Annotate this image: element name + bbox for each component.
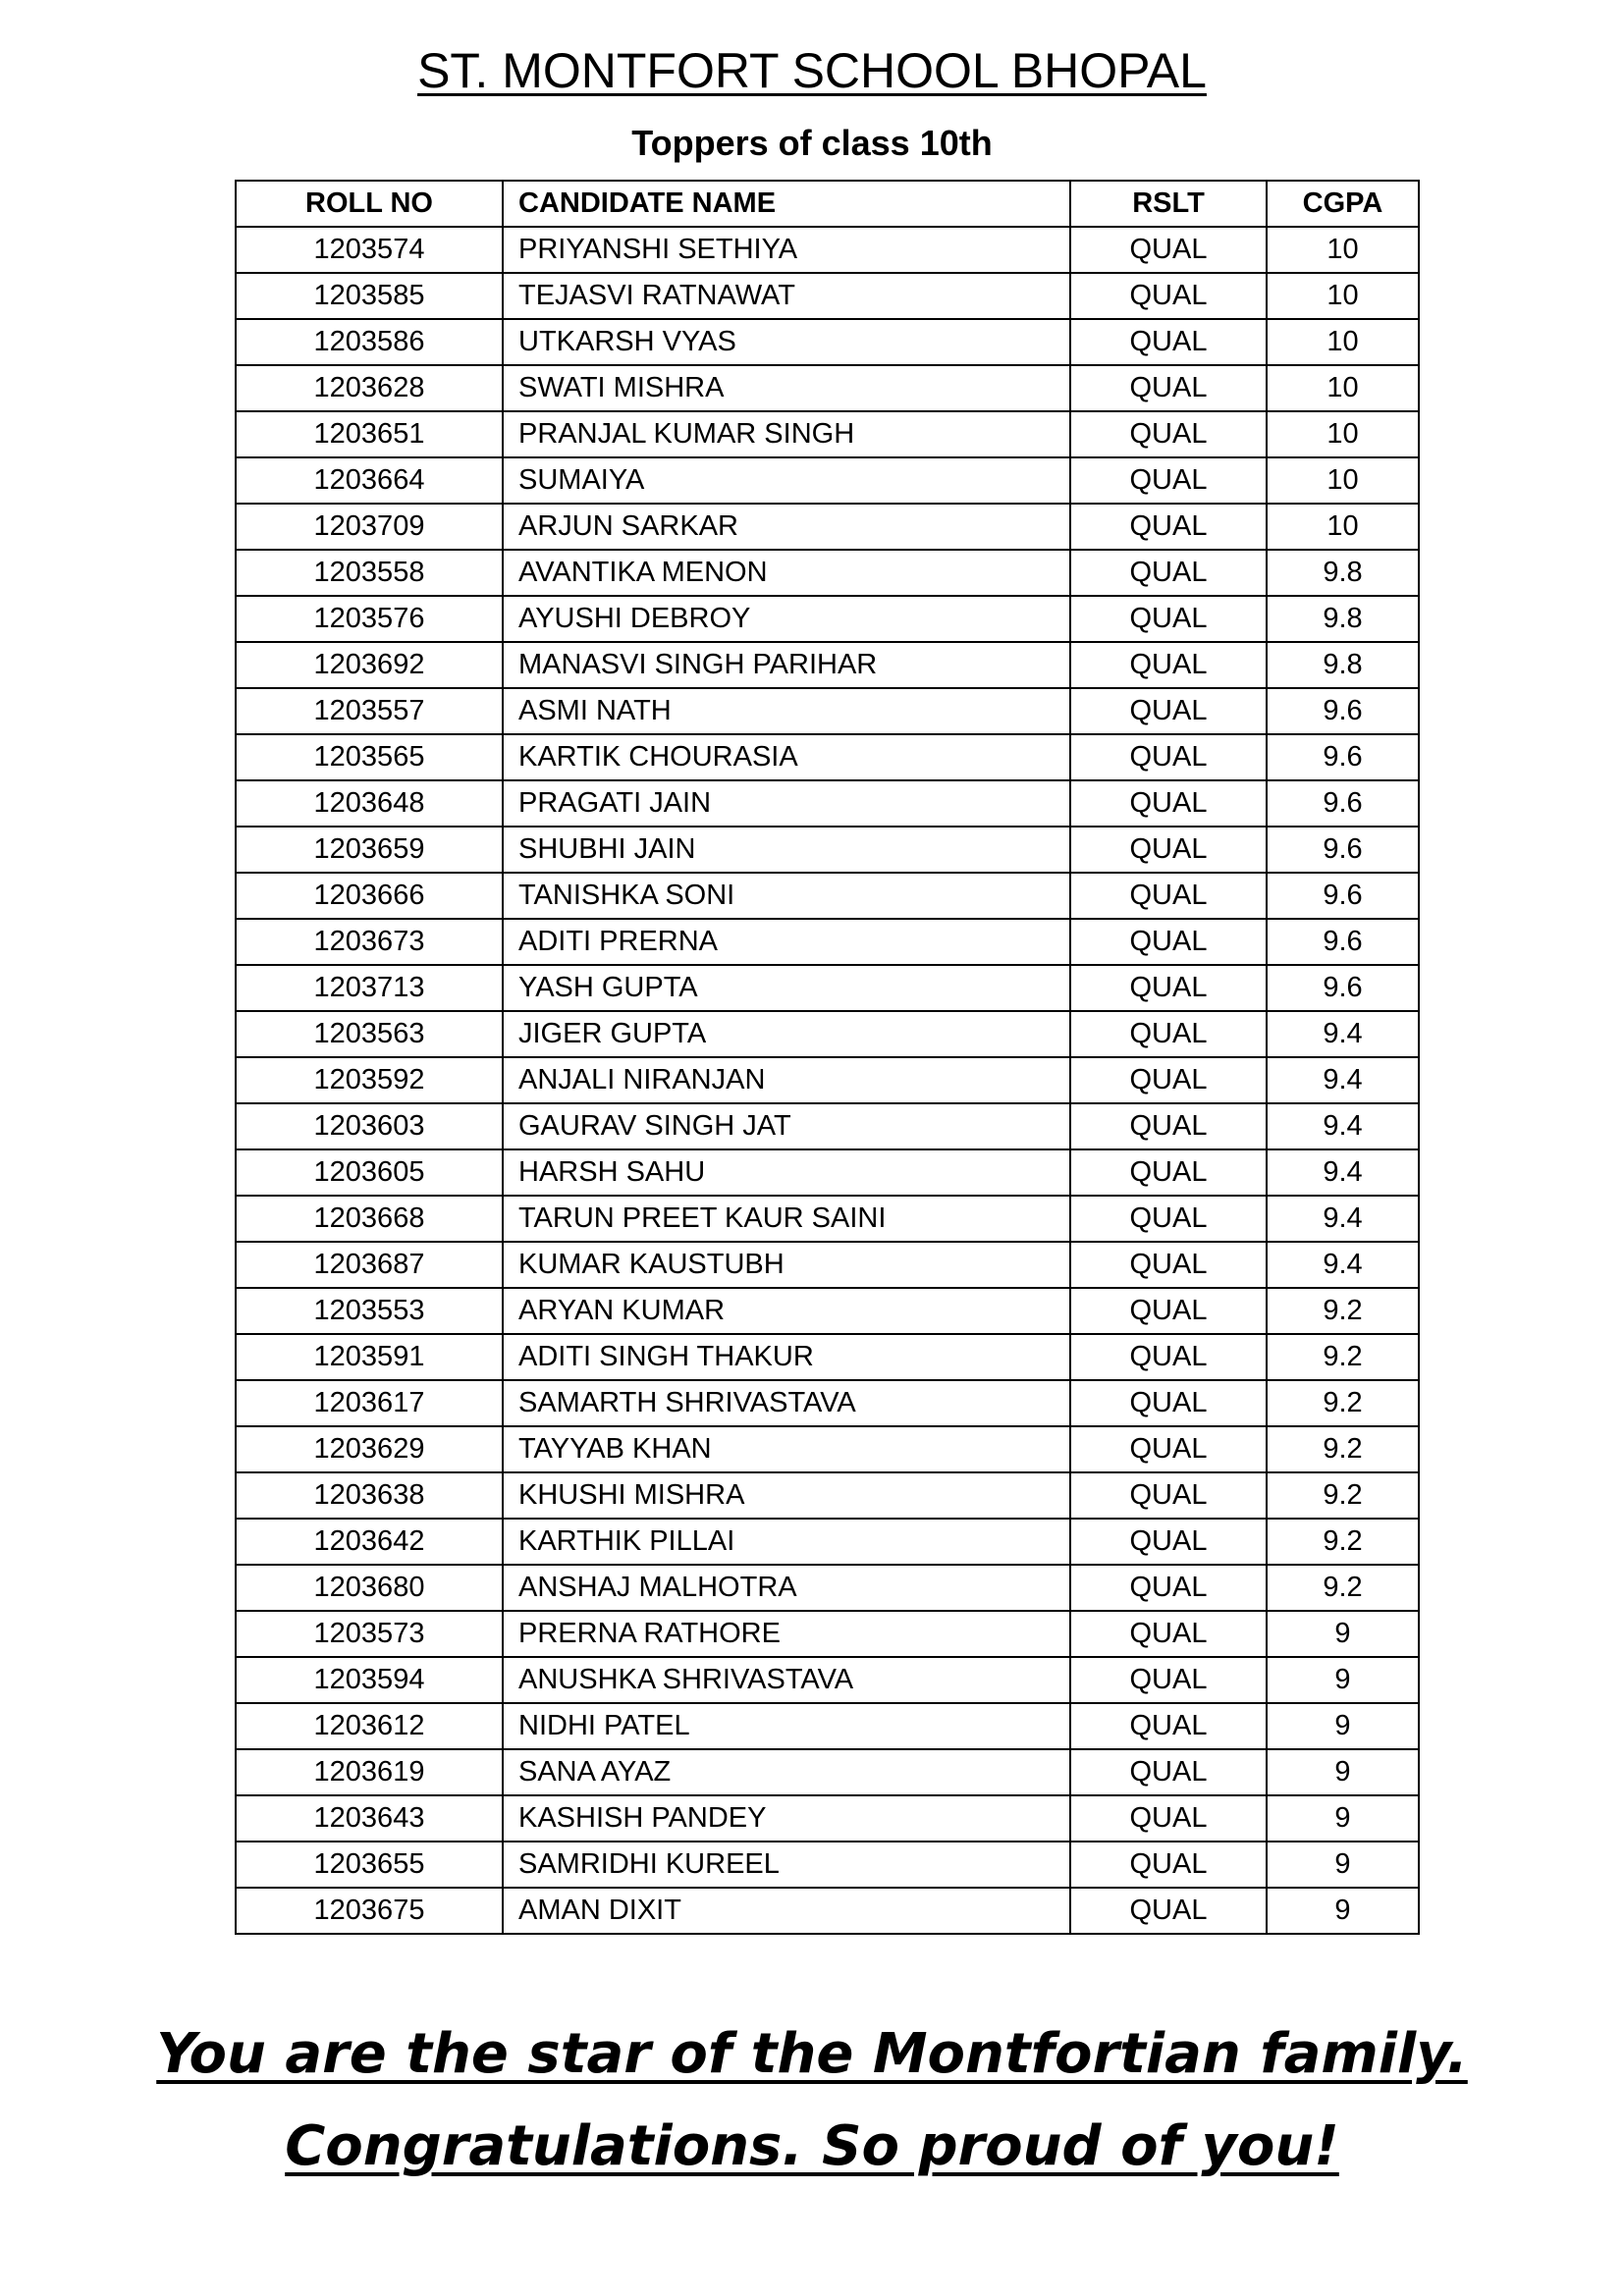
cell-cgpa: 10 bbox=[1267, 457, 1419, 504]
cell-roll-no: 1203573 bbox=[236, 1611, 503, 1657]
cell-candidate-name: ADITI PRERNA bbox=[503, 919, 1070, 965]
cell-roll-no: 1203612 bbox=[236, 1703, 503, 1749]
cell-candidate-name: SAMARTH SHRIVASTAVA bbox=[503, 1380, 1070, 1426]
table-row bbox=[236, 1011, 1419, 1057]
cell-rslt: QUAL bbox=[1070, 827, 1267, 873]
page-subtitle: Toppers of class 10th bbox=[631, 123, 993, 163]
cell-rslt: QUAL bbox=[1070, 1657, 1267, 1703]
cell-candidate-name: JIGER GUPTA bbox=[503, 1011, 1070, 1057]
table-row bbox=[236, 1242, 1419, 1288]
cell-rslt: QUAL bbox=[1070, 550, 1267, 596]
cell-roll-no: 1203558 bbox=[236, 550, 503, 596]
table-row bbox=[236, 1657, 1419, 1703]
table-row bbox=[236, 273, 1419, 319]
table-row bbox=[236, 1149, 1419, 1196]
cell-roll-no: 1203675 bbox=[236, 1888, 503, 1934]
cell-rslt: QUAL bbox=[1070, 1888, 1267, 1934]
footer-message-congratulations: Congratulations. So proud of you! bbox=[285, 2114, 1339, 2178]
cell-candidate-name: HARSH SAHU bbox=[503, 1149, 1070, 1196]
cell-roll-no: 1203605 bbox=[236, 1149, 503, 1196]
cell-cgpa: 9.2 bbox=[1267, 1334, 1419, 1380]
cell-rslt: QUAL bbox=[1070, 1749, 1267, 1795]
cell-roll-no: 1203557 bbox=[236, 688, 503, 734]
cell-cgpa: 9.4 bbox=[1267, 1242, 1419, 1288]
cell-roll-no: 1203563 bbox=[236, 1011, 503, 1057]
cell-cgpa: 9 bbox=[1267, 1888, 1419, 1934]
cell-cgpa: 9.2 bbox=[1267, 1472, 1419, 1519]
cell-candidate-name: MANASVI SINGH PARIHAR bbox=[503, 642, 1070, 688]
cell-cgpa: 9.4 bbox=[1267, 1103, 1419, 1149]
cell-cgpa: 9.6 bbox=[1267, 873, 1419, 919]
cell-roll-no: 1203687 bbox=[236, 1242, 503, 1288]
cell-rslt: QUAL bbox=[1070, 734, 1267, 780]
table-row bbox=[236, 1334, 1419, 1380]
cell-cgpa: 9 bbox=[1267, 1795, 1419, 1842]
table-row bbox=[236, 734, 1419, 780]
cell-roll-no: 1203603 bbox=[236, 1103, 503, 1149]
cell-cgpa: 9.2 bbox=[1267, 1380, 1419, 1426]
cell-candidate-name: SUMAIYA bbox=[503, 457, 1070, 504]
table-row bbox=[236, 550, 1419, 596]
cell-cgpa: 9.2 bbox=[1267, 1565, 1419, 1611]
cell-cgpa: 9 bbox=[1267, 1657, 1419, 1703]
cell-cgpa: 9 bbox=[1267, 1842, 1419, 1888]
cell-candidate-name: TANISHKA SONI bbox=[503, 873, 1070, 919]
cell-cgpa: 9.6 bbox=[1267, 688, 1419, 734]
cell-candidate-name: SANA AYAZ bbox=[503, 1749, 1070, 1795]
cell-candidate-name: SAMRIDHI KUREEL bbox=[503, 1842, 1070, 1888]
cell-rslt: QUAL bbox=[1070, 457, 1267, 504]
table-row bbox=[236, 365, 1419, 411]
cell-cgpa: 10 bbox=[1267, 411, 1419, 457]
table-row bbox=[236, 1842, 1419, 1888]
cell-cgpa: 9.6 bbox=[1267, 919, 1419, 965]
footer-message-star: You are the star of the Montfortian family. bbox=[156, 2022, 1468, 2086]
cell-candidate-name: TEJASVI RATNAWAT bbox=[503, 273, 1070, 319]
cell-candidate-name: AVANTIKA MENON bbox=[503, 550, 1070, 596]
cell-roll-no: 1203680 bbox=[236, 1565, 503, 1611]
cell-cgpa: 9.4 bbox=[1267, 1149, 1419, 1196]
table-row bbox=[236, 1611, 1419, 1657]
cell-cgpa: 9.8 bbox=[1267, 550, 1419, 596]
cell-candidate-name: KASHISH PANDEY bbox=[503, 1795, 1070, 1842]
cell-roll-no: 1203591 bbox=[236, 1334, 503, 1380]
cell-rslt: QUAL bbox=[1070, 1426, 1267, 1472]
table-row bbox=[236, 873, 1419, 919]
cell-rslt: QUAL bbox=[1070, 1611, 1267, 1657]
cell-cgpa: 9.6 bbox=[1267, 780, 1419, 827]
table-row bbox=[236, 1380, 1419, 1426]
cell-candidate-name: KUMAR KAUSTUBH bbox=[503, 1242, 1070, 1288]
cell-rslt: QUAL bbox=[1070, 365, 1267, 411]
cell-cgpa: 9.6 bbox=[1267, 734, 1419, 780]
cell-cgpa: 9 bbox=[1267, 1611, 1419, 1657]
cell-roll-no: 1203651 bbox=[236, 411, 503, 457]
cell-rslt: QUAL bbox=[1070, 227, 1267, 273]
cell-candidate-name: ARJUN SARKAR bbox=[503, 504, 1070, 550]
cell-roll-no: 1203659 bbox=[236, 827, 503, 873]
cell-rslt: QUAL bbox=[1070, 1380, 1267, 1426]
cell-candidate-name: TARUN PREET KAUR SAINI bbox=[503, 1196, 1070, 1242]
table-row bbox=[236, 227, 1419, 273]
cell-cgpa: 9 bbox=[1267, 1749, 1419, 1795]
cell-rslt: QUAL bbox=[1070, 1334, 1267, 1380]
table-row bbox=[236, 504, 1419, 550]
cell-roll-no: 1203709 bbox=[236, 504, 503, 550]
cell-roll-no: 1203594 bbox=[236, 1657, 503, 1703]
cell-roll-no: 1203655 bbox=[236, 1842, 503, 1888]
table-row bbox=[236, 1288, 1419, 1334]
cell-roll-no: 1203574 bbox=[236, 227, 503, 273]
cell-roll-no: 1203642 bbox=[236, 1519, 503, 1565]
table-row bbox=[236, 1888, 1419, 1934]
cell-candidate-name: SWATI MISHRA bbox=[503, 365, 1070, 411]
cell-cgpa: 9.6 bbox=[1267, 827, 1419, 873]
cell-candidate-name: KARTIK CHOURASIA bbox=[503, 734, 1070, 780]
cell-rslt: QUAL bbox=[1070, 1011, 1267, 1057]
cell-rslt: QUAL bbox=[1070, 273, 1267, 319]
cell-roll-no: 1203648 bbox=[236, 780, 503, 827]
table-row bbox=[236, 965, 1419, 1011]
cell-cgpa: 10 bbox=[1267, 504, 1419, 550]
cell-cgpa: 9.2 bbox=[1267, 1519, 1419, 1565]
cell-rslt: QUAL bbox=[1070, 1196, 1267, 1242]
table-row bbox=[236, 319, 1419, 365]
cell-roll-no: 1203585 bbox=[236, 273, 503, 319]
cell-roll-no: 1203628 bbox=[236, 365, 503, 411]
table-row bbox=[236, 411, 1419, 457]
cell-cgpa: 10 bbox=[1267, 273, 1419, 319]
table-row bbox=[236, 457, 1419, 504]
table-row bbox=[236, 1057, 1419, 1103]
cell-candidate-name: ASMI NATH bbox=[503, 688, 1070, 734]
cell-candidate-name: KARTHIK PILLAI bbox=[503, 1519, 1070, 1565]
table-row bbox=[236, 827, 1419, 873]
cell-roll-no: 1203638 bbox=[236, 1472, 503, 1519]
cell-roll-no: 1203617 bbox=[236, 1380, 503, 1426]
cell-rslt: QUAL bbox=[1070, 1565, 1267, 1611]
cell-rslt: QUAL bbox=[1070, 1842, 1267, 1888]
cell-cgpa: 9.4 bbox=[1267, 1196, 1419, 1242]
cell-rslt: QUAL bbox=[1070, 642, 1267, 688]
cell-candidate-name: PRAGATI JAIN bbox=[503, 780, 1070, 827]
cell-cgpa: 9.6 bbox=[1267, 965, 1419, 1011]
table-body bbox=[236, 227, 1419, 1934]
table-row bbox=[236, 1426, 1419, 1472]
table-header-row bbox=[236, 181, 1419, 227]
header-candidate-name: CANDIDATE NAME bbox=[503, 181, 1070, 227]
cell-rslt: QUAL bbox=[1070, 1795, 1267, 1842]
cell-candidate-name: PRIYANSHI SETHIYA bbox=[503, 227, 1070, 273]
cell-candidate-name: PRERNA RATHORE bbox=[503, 1611, 1070, 1657]
cell-rslt: QUAL bbox=[1070, 1103, 1267, 1149]
cell-candidate-name: GAURAV SINGH JAT bbox=[503, 1103, 1070, 1149]
cell-candidate-name: ADITI SINGH THAKUR bbox=[503, 1334, 1070, 1380]
cell-cgpa: 9.4 bbox=[1267, 1057, 1419, 1103]
cell-candidate-name: ANJALI NIRANJAN bbox=[503, 1057, 1070, 1103]
cell-rslt: QUAL bbox=[1070, 319, 1267, 365]
cell-cgpa: 9.8 bbox=[1267, 642, 1419, 688]
cell-rslt: QUAL bbox=[1070, 504, 1267, 550]
cell-roll-no: 1203586 bbox=[236, 319, 503, 365]
cell-candidate-name: TAYYAB KHAN bbox=[503, 1426, 1070, 1472]
page-title: ST. MONTFORT SCHOOL BHOPAL bbox=[417, 43, 1207, 98]
header-roll-no: ROLL NO bbox=[236, 181, 503, 227]
table-row bbox=[236, 1703, 1419, 1749]
cell-cgpa: 9 bbox=[1267, 1703, 1419, 1749]
cell-rslt: QUAL bbox=[1070, 1288, 1267, 1334]
cell-roll-no: 1203643 bbox=[236, 1795, 503, 1842]
cell-cgpa: 10 bbox=[1267, 319, 1419, 365]
cell-candidate-name: ANUSHKA SHRIVASTAVA bbox=[503, 1657, 1070, 1703]
cell-roll-no: 1203692 bbox=[236, 642, 503, 688]
table-row bbox=[236, 780, 1419, 827]
table-row bbox=[236, 1472, 1419, 1519]
table-row bbox=[236, 1795, 1419, 1842]
cell-roll-no: 1203553 bbox=[236, 1288, 503, 1334]
cell-candidate-name: YASH GUPTA bbox=[503, 965, 1070, 1011]
cell-rslt: QUAL bbox=[1070, 780, 1267, 827]
cell-candidate-name: PRANJAL KUMAR SINGH bbox=[503, 411, 1070, 457]
cell-rslt: QUAL bbox=[1070, 1519, 1267, 1565]
cell-candidate-name: AYUSHI DEBROY bbox=[503, 596, 1070, 642]
cell-candidate-name: ARYAN KUMAR bbox=[503, 1288, 1070, 1334]
toppers-table bbox=[235, 180, 1420, 1935]
table-row bbox=[236, 1103, 1419, 1149]
header-rslt: RSLT bbox=[1070, 181, 1267, 227]
cell-rslt: QUAL bbox=[1070, 873, 1267, 919]
cell-rslt: QUAL bbox=[1070, 1703, 1267, 1749]
cell-cgpa: 10 bbox=[1267, 365, 1419, 411]
cell-roll-no: 1203592 bbox=[236, 1057, 503, 1103]
cell-rslt: QUAL bbox=[1070, 411, 1267, 457]
cell-roll-no: 1203664 bbox=[236, 457, 503, 504]
cell-candidate-name: ANSHAJ MALHOTRA bbox=[503, 1565, 1070, 1611]
table-row bbox=[236, 642, 1419, 688]
cell-rslt: QUAL bbox=[1070, 965, 1267, 1011]
cell-candidate-name: UTKARSH VYAS bbox=[503, 319, 1070, 365]
cell-rslt: QUAL bbox=[1070, 596, 1267, 642]
table-row bbox=[236, 688, 1419, 734]
table-row bbox=[236, 1565, 1419, 1611]
cell-rslt: QUAL bbox=[1070, 1242, 1267, 1288]
table-row bbox=[236, 596, 1419, 642]
cell-roll-no: 1203713 bbox=[236, 965, 503, 1011]
cell-roll-no: 1203576 bbox=[236, 596, 503, 642]
cell-cgpa: 9.8 bbox=[1267, 596, 1419, 642]
header-cgpa: CGPA bbox=[1267, 181, 1419, 227]
cell-candidate-name: KHUSHI MISHRA bbox=[503, 1472, 1070, 1519]
cell-cgpa: 10 bbox=[1267, 227, 1419, 273]
cell-rslt: QUAL bbox=[1070, 1472, 1267, 1519]
cell-roll-no: 1203619 bbox=[236, 1749, 503, 1795]
cell-rslt: QUAL bbox=[1070, 1057, 1267, 1103]
cell-roll-no: 1203673 bbox=[236, 919, 503, 965]
cell-candidate-name: AMAN DIXIT bbox=[503, 1888, 1070, 1934]
cell-cgpa: 9.2 bbox=[1267, 1288, 1419, 1334]
cell-cgpa: 9.4 bbox=[1267, 1011, 1419, 1057]
table-row bbox=[236, 1749, 1419, 1795]
cell-rslt: QUAL bbox=[1070, 919, 1267, 965]
cell-candidate-name: SHUBHI JAIN bbox=[503, 827, 1070, 873]
cell-candidate-name: NIDHI PATEL bbox=[503, 1703, 1070, 1749]
table-row bbox=[236, 919, 1419, 965]
cell-roll-no: 1203668 bbox=[236, 1196, 503, 1242]
cell-roll-no: 1203666 bbox=[236, 873, 503, 919]
table-row bbox=[236, 1519, 1419, 1565]
table-row bbox=[236, 1196, 1419, 1242]
cell-rslt: QUAL bbox=[1070, 1149, 1267, 1196]
cell-cgpa: 9.2 bbox=[1267, 1426, 1419, 1472]
cell-rslt: QUAL bbox=[1070, 688, 1267, 734]
cell-roll-no: 1203565 bbox=[236, 734, 503, 780]
cell-roll-no: 1203629 bbox=[236, 1426, 503, 1472]
